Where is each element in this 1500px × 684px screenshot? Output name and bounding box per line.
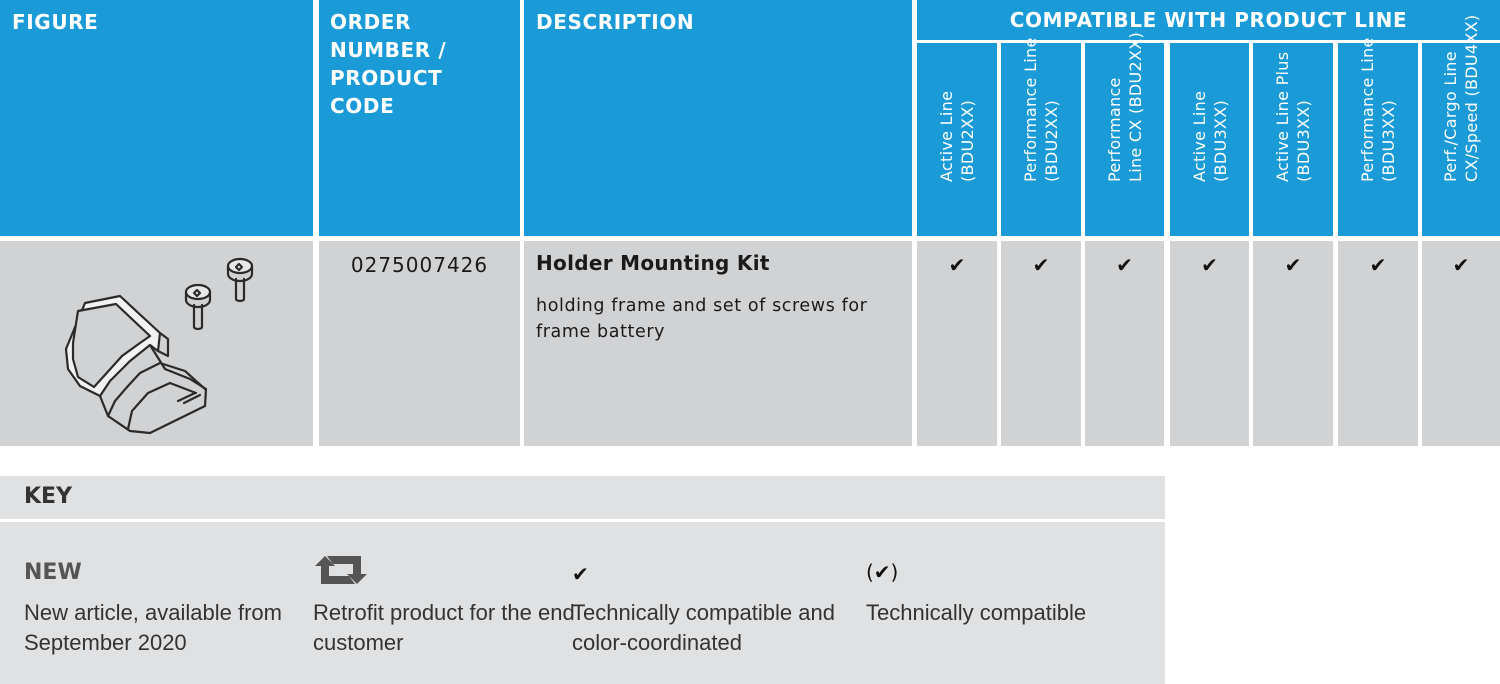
compatibility-check: ✔ [1170, 241, 1249, 446]
product-line-label: Active Line (BDU3XX) [1189, 90, 1230, 182]
compatibility-check: ✔ [1253, 241, 1333, 446]
product-title: Holder Mounting Kit [536, 251, 770, 275]
header-description-label: DESCRIPTION [536, 10, 695, 34]
product-line-header [1170, 43, 1249, 236]
check-icon: ✔ [572, 562, 589, 586]
product-line-label: Active Line (BDU2XX) [937, 90, 977, 182]
order-number-cell [319, 241, 520, 446]
product-line-header [917, 43, 997, 236]
compatibility-check: ✔ [1001, 241, 1081, 446]
product-line-header [1001, 37, 1081, 236]
product-line-header [1338, 37, 1418, 236]
key-title: KEY [0, 476, 1165, 519]
retrofit-icon [313, 550, 369, 594]
key-legend [0, 522, 1165, 684]
header-compatible-label: COMPATIBLE WITH PRODUCT LINE [1009, 8, 1408, 32]
header-order-label: ORDER NUMBER / PRODUCT CODE [330, 10, 447, 118]
header-figure-label: FIGURE [12, 10, 99, 34]
product-line-label: Active Line Plus (BDU3XX) [1273, 51, 1313, 182]
compatibility-check: ✔ [917, 241, 997, 446]
product-figure-cell [0, 241, 313, 446]
header-figure [0, 0, 313, 236]
product-line-label: Performance Line (BDU3XX) [1358, 37, 1398, 182]
description-cell [524, 241, 912, 446]
product-line-header [1085, 31, 1164, 236]
product-line-label: Performance Line (BDU2XX) [1021, 37, 1061, 182]
holder-mounting-kit-image [0, 241, 313, 446]
new-badge: NEW [24, 560, 82, 585]
bracketed-check-icon: (✔) [866, 560, 899, 584]
key-item-text: Retrofit product for the end customer [313, 600, 575, 655]
product-line-label: Perf./Cargo Line CX/Speed (BDU4XX) [1441, 14, 1481, 182]
compatibility-check: ✔ [1338, 241, 1418, 446]
product-line-header [1422, 14, 1500, 236]
product-line-label: Performance Line CX (BDU2XX) [1104, 31, 1145, 182]
header-description [524, 0, 912, 236]
product-description: holding frame and set of screws for frame battery [536, 296, 868, 342]
key-item-text: Technically compatible and color-coordinated [572, 600, 835, 655]
header-compatible [917, 0, 1500, 40]
key-item-text: Technically compatible [866, 600, 1087, 625]
order-number: 0275007426 [350, 253, 489, 277]
product-line-header [1253, 43, 1333, 236]
key-item-text: New article, available from September 2020 [24, 600, 282, 655]
compatibility-check: ✔ [1422, 241, 1500, 446]
header-order-number [319, 0, 520, 236]
compatibility-check: ✔ [1085, 241, 1164, 446]
